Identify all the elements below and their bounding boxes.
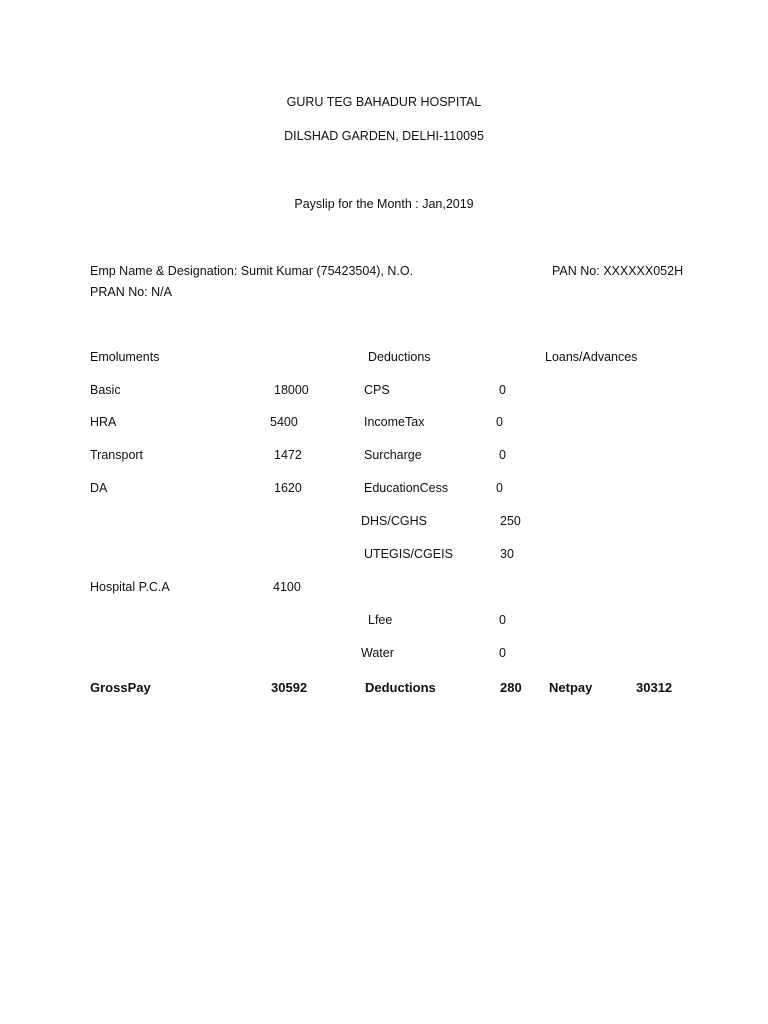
deduction-value: 0 bbox=[499, 646, 506, 660]
emolument-value: 18000 bbox=[274, 383, 309, 397]
pran-line bbox=[90, 286, 172, 299]
total-deductions-value: 280 bbox=[500, 680, 522, 695]
deduction-value: 0 bbox=[499, 613, 506, 627]
emolument-label: DA bbox=[90, 481, 108, 495]
hospital-name: GURU TEG BAHADUR HOSPITAL bbox=[286, 95, 482, 109]
deduction-value: 30 bbox=[500, 547, 514, 561]
deduction-value: 0 bbox=[496, 415, 503, 429]
emolument-value: 5400 bbox=[270, 415, 298, 429]
deduction-value: 250 bbox=[500, 514, 521, 528]
deduction-label: DHS/CGHS bbox=[361, 514, 427, 528]
emolument-label: HRA bbox=[90, 415, 117, 429]
total-deductions-label: Deductions bbox=[365, 680, 436, 695]
deduction-label: CPS bbox=[364, 383, 390, 397]
emolument-value: 1472 bbox=[274, 448, 302, 462]
deductions-header: Deductions bbox=[368, 350, 431, 364]
emolument-value: 1620 bbox=[274, 481, 302, 495]
gross-pay-label: GrossPay bbox=[90, 680, 151, 695]
deduction-label: Surcharge bbox=[364, 448, 422, 462]
deduction-label: EducationCess bbox=[364, 481, 449, 495]
deduction-value: 0 bbox=[499, 448, 506, 462]
deduction-label: UTEGIS/CGEIS bbox=[364, 547, 453, 561]
deduction-label: IncomeTax bbox=[364, 415, 425, 429]
emolument-label: Hospital P.C.A bbox=[90, 580, 170, 594]
deduction-value: 0 bbox=[496, 481, 503, 495]
deduction-value: 0 bbox=[499, 383, 506, 397]
emolument-label: Basic bbox=[90, 383, 121, 397]
employee-name-label: Emp Name & Designation: bbox=[90, 264, 238, 278]
emoluments-header: Emoluments bbox=[90, 350, 160, 364]
net-pay-label: Netpay bbox=[549, 680, 593, 695]
hospital-address: DILSHAD GARDEN, DELHI-110095 bbox=[284, 129, 484, 143]
pan-label: PAN No: bbox=[552, 264, 600, 278]
emolument-label: Transport bbox=[90, 448, 144, 462]
gross-pay-value: 30592 bbox=[271, 680, 308, 695]
deduction-label: Lfee bbox=[368, 613, 393, 627]
employee-name-value: Sumit Kumar (75423504), N.O. bbox=[240, 264, 414, 278]
pan-line bbox=[552, 265, 683, 278]
payslip-title: Payslip for the Month : Jan,2019 bbox=[294, 197, 474, 211]
pran-label: PRAN No: bbox=[90, 285, 148, 299]
employee-name-line bbox=[90, 265, 413, 278]
pran-value: N/A bbox=[151, 285, 172, 299]
pan-value: XXXXXX052H bbox=[603, 264, 684, 278]
emolument-value: 4100 bbox=[273, 580, 301, 594]
loans-header: Loans/Advances bbox=[545, 350, 638, 364]
net-pay-value: 30312 bbox=[636, 680, 673, 695]
deduction-label: Water bbox=[361, 646, 394, 660]
